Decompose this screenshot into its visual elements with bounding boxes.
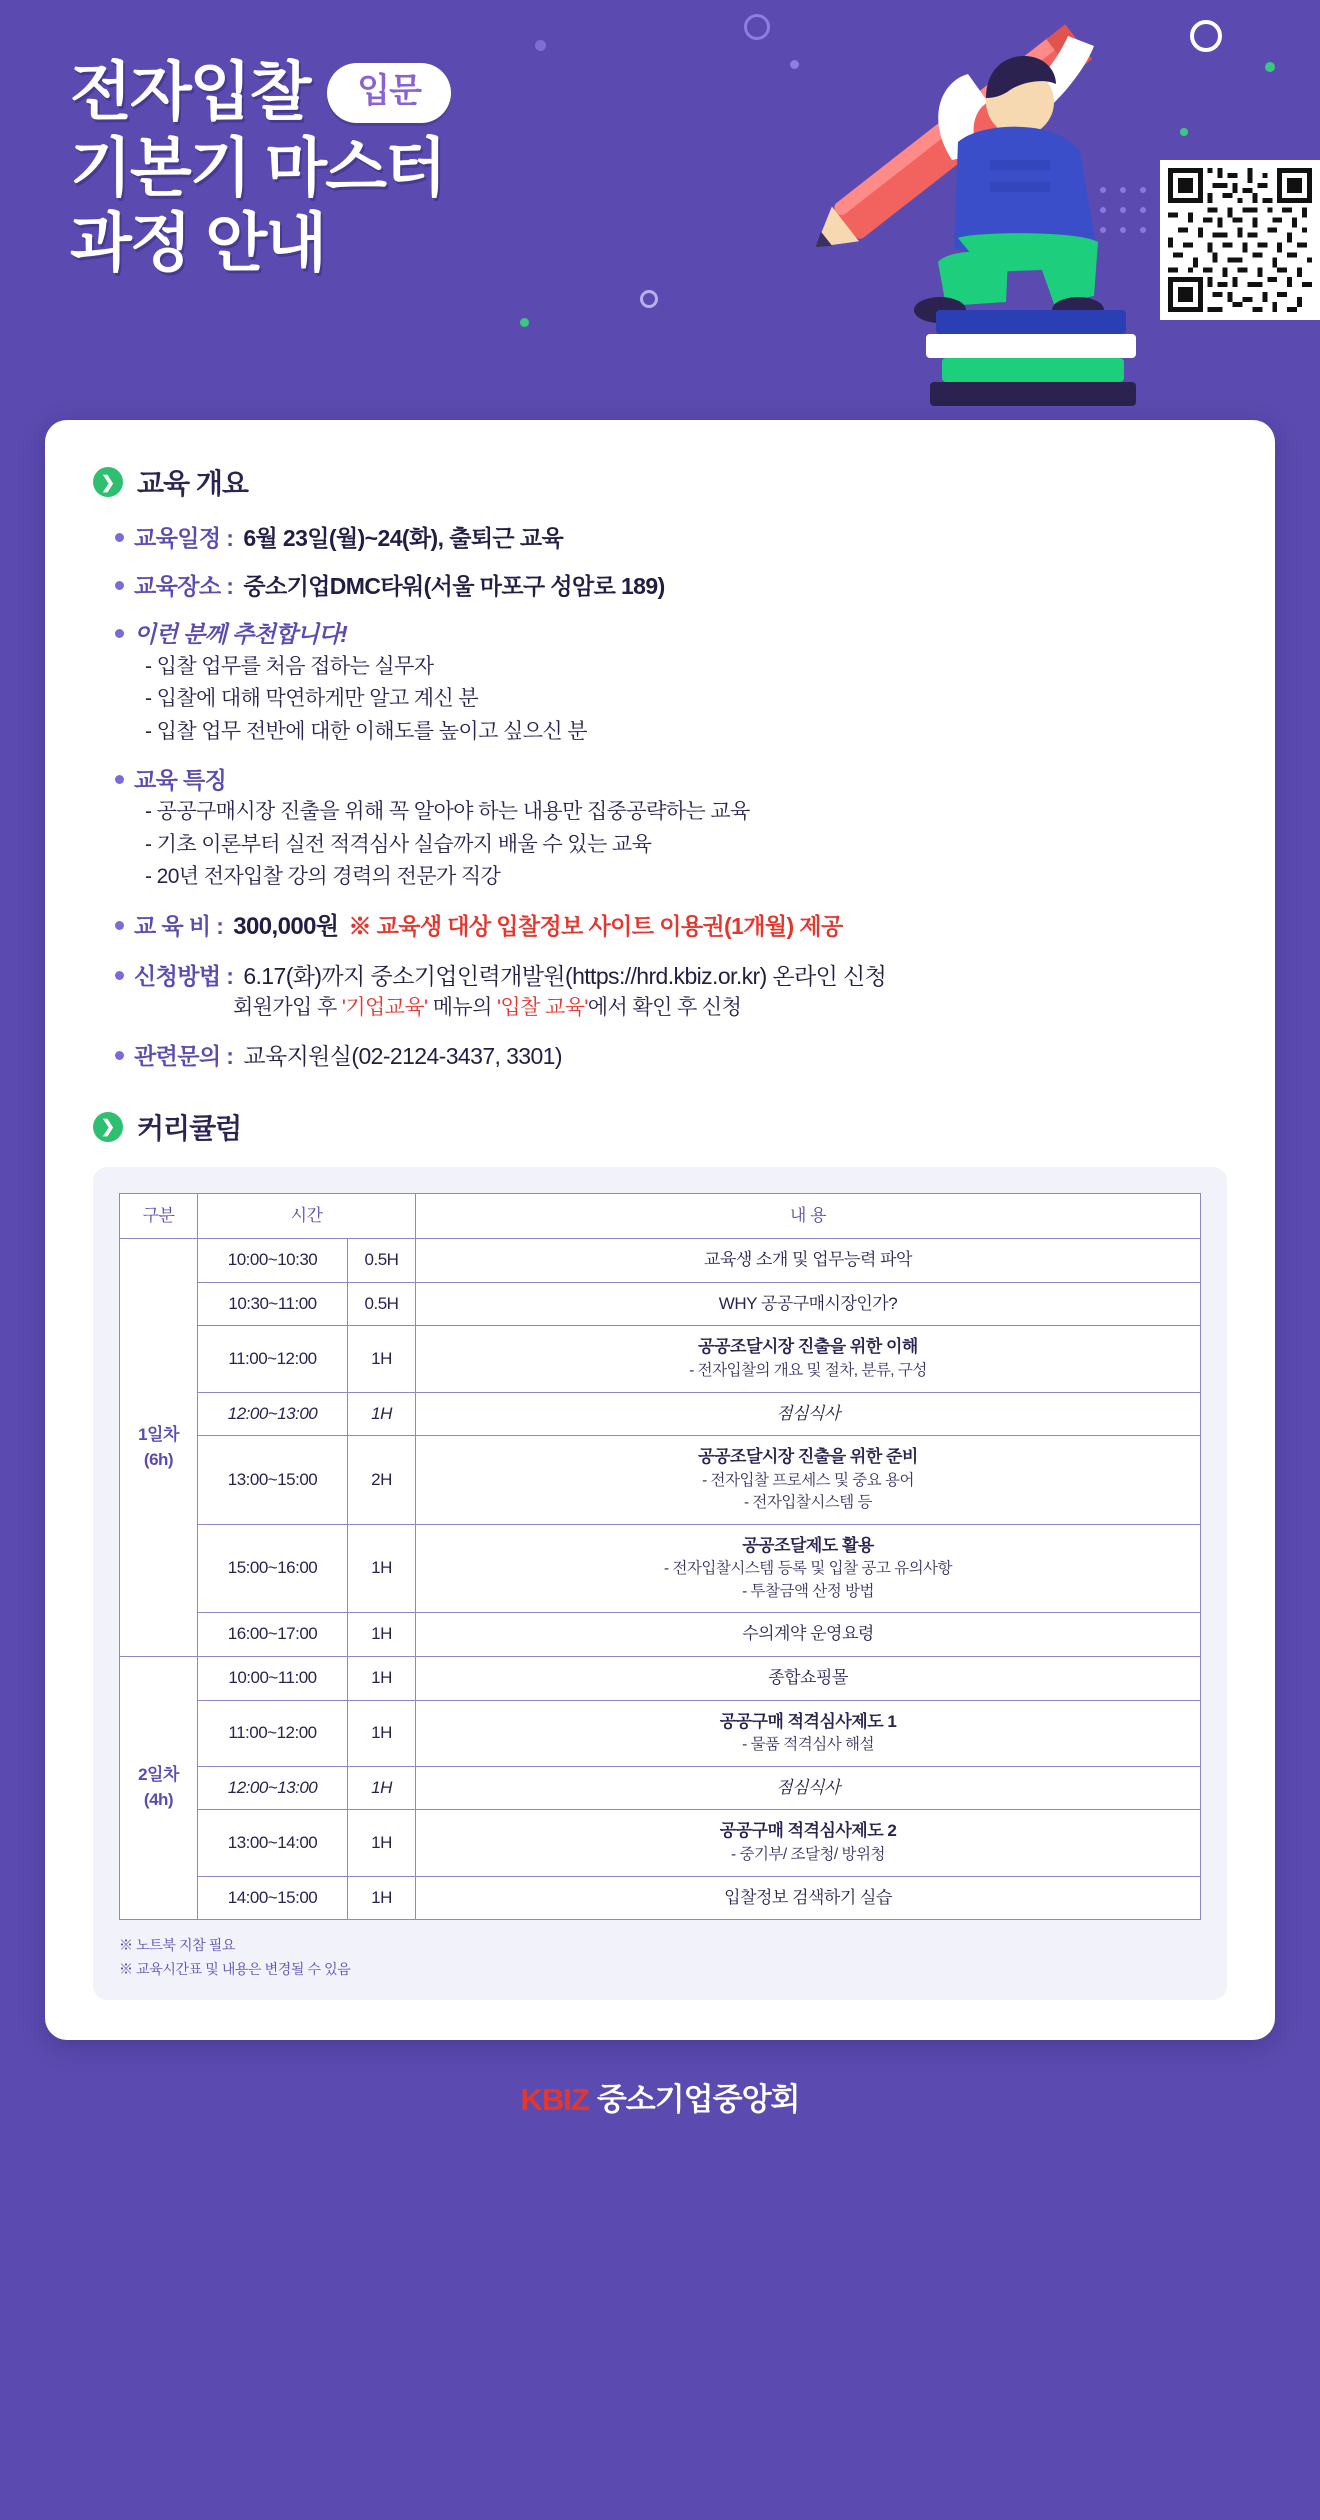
poster-header <box>0 0 1320 420</box>
section-title-curriculum: 커리큘럼 <box>137 1112 242 1144</box>
table-row <box>120 1657 1201 1701</box>
apply-line-1: 6.17(화)까지 중소기업인력개발원(https://hrd.kbiz.or.kr) 온라인 신청 <box>243 962 887 989</box>
title-block <box>70 55 1320 282</box>
content-sub: - 전자입찰시스템 등록 및 입찰 공고 유의사항 <box>663 1560 952 1578</box>
content-title: 공공구매 적격심사제도 1 <box>719 1711 897 1731</box>
cell-content <box>416 1766 1201 1810</box>
cell-content <box>416 1326 1201 1392</box>
value-venue: 중소기업DMC타워(서울 마포구 성암로 189) <box>243 573 665 600</box>
recommend-line-1: - 입찰 업무를 처음 접하는 실무자 <box>145 654 434 678</box>
cell-content <box>416 1436 1201 1525</box>
content-sub: - 전자입찰시스템 등 <box>743 1494 873 1512</box>
label-fee: 교 육 비 : <box>134 913 224 940</box>
table-row <box>120 1700 1201 1766</box>
cell-content <box>416 1613 1201 1657</box>
title-text-3: 과정 안내 <box>70 207 326 280</box>
main-content-card <box>45 420 1275 2040</box>
label-venue: 교육장소 : <box>134 573 234 600</box>
content-title: 점심식사 <box>776 1777 840 1797</box>
table-row <box>120 1326 1201 1392</box>
cell-content <box>416 1239 1201 1283</box>
org-name: 중소기업중앙회 <box>596 2081 800 2117</box>
content-sub: - 중기부/ 조달청/ 방위청 <box>731 1846 885 1864</box>
table-row <box>120 1282 1201 1326</box>
curriculum-table <box>119 1193 1201 1921</box>
col-header-time: 시간 <box>198 1193 416 1239</box>
cell-hours: 1H <box>348 1524 416 1613</box>
title-line-1 <box>70 55 1320 131</box>
cell-time: 11:00~12:00 <box>198 1326 348 1392</box>
apply-line2-pre: 회원가입 후 <box>233 995 342 1019</box>
content-title: WHY 공공구매시장인가? <box>718 1293 898 1313</box>
poster-footer <box>0 2074 1320 2145</box>
curriculum-section <box>93 1107 1227 2000</box>
features-line-3: - 20년 전자입찰 강의 경력의 전문가 직강 <box>145 865 501 889</box>
cell-content <box>416 1810 1201 1876</box>
recommend-heading: 이런 분께 추천합니다! <box>134 621 348 648</box>
table-row <box>120 1524 1201 1613</box>
cell-hours: 1H <box>348 1810 416 1876</box>
table-row <box>120 1436 1201 1525</box>
content-title: 수의계약 운영요령 <box>742 1624 874 1644</box>
overview-item-venue <box>115 570 1227 602</box>
overview-bullets <box>93 522 1227 1073</box>
level-badge: 입문 <box>327 63 451 123</box>
value-contact: 교육지원실(02-2124-3437, 3301) <box>243 1043 562 1070</box>
content-title: 교육생 소개 및 업무능력 파악 <box>704 1250 912 1270</box>
kbiz-logo-text: KBIZ <box>520 2081 589 2117</box>
curriculum-note-1: ※ 노트북 지참 필요 <box>119 1937 235 1954</box>
fee-note: ※ 교육생 대상 입찰정보 사이트 이용권(1개월) 제공 <box>348 913 843 940</box>
cell-hours: 1H <box>348 1392 416 1436</box>
bullet-dot-icon <box>115 921 124 930</box>
cell-time: 16:00~17:00 <box>198 1613 348 1657</box>
footer-logo <box>0 2074 1320 2119</box>
curriculum-notes <box>119 1934 1201 1982</box>
cell-time: 15:00~16:00 <box>198 1524 348 1613</box>
cell-hours: 1H <box>348 1766 416 1810</box>
table-header-row <box>120 1193 1201 1239</box>
cell-hours: 1H <box>348 1657 416 1701</box>
overview-item-schedule <box>115 522 1227 554</box>
features-line-1: - 공공구매시장 진출을 위해 꼭 알아야 하는 내용만 집중공략하는 교육 <box>145 800 750 824</box>
cell-time: 14:00~15:00 <box>198 1876 348 1920</box>
features-heading: 교육 특징 <box>134 767 227 794</box>
cell-hours: 1H <box>348 1613 416 1657</box>
cell-content <box>416 1524 1201 1613</box>
cell-content <box>416 1657 1201 1701</box>
overview-item-features <box>115 764 1227 894</box>
title-line-2 <box>70 131 1320 207</box>
title-line-3 <box>70 206 1320 282</box>
content-title: 공공조달시장 진출을 위한 준비 <box>698 1447 918 1467</box>
cell-time: 10:00~10:30 <box>198 1239 348 1283</box>
bullet-dot-icon <box>115 533 124 542</box>
value-schedule: 6월 23일(월)~24(화), 출퇴근 교육 <box>243 525 564 551</box>
apply-menu-1: '기업교육' <box>341 995 428 1019</box>
cell-hours: 0.5H <box>348 1239 416 1283</box>
bullet-dot-icon <box>115 581 124 590</box>
curriculum-note-2: ※ 교육시간표 및 내용은 변경될 수 있음 <box>119 1960 351 1977</box>
overview-item-recommend <box>115 618 1227 748</box>
bullet-dot-icon <box>115 629 124 638</box>
cell-content <box>416 1282 1201 1326</box>
cell-time: 12:00~13:00 <box>198 1766 348 1810</box>
content-title: 점심식사 <box>776 1403 840 1423</box>
cell-day: 1일차 (6h) <box>120 1239 198 1657</box>
table-row <box>120 1613 1201 1657</box>
content-sub: - 전자입찰의 개요 및 절차, 분류, 구성 <box>689 1362 927 1380</box>
cell-content <box>416 1876 1201 1920</box>
overview-item-apply <box>115 960 1227 1025</box>
cell-time: 10:00~11:00 <box>198 1657 348 1701</box>
overview-item-fee <box>115 910 1227 944</box>
cell-hours: 1H <box>348 1326 416 1392</box>
value-fee: 300,000원 <box>233 913 339 941</box>
cell-day: 2일차 (4h) <box>120 1657 198 1920</box>
cell-content <box>416 1700 1201 1766</box>
overview-item-contact <box>115 1040 1227 1072</box>
curriculum-table-body <box>120 1239 1201 1920</box>
section-header-curriculum <box>93 1107 1227 1147</box>
content-title: 공공조달제도 활용 <box>742 1535 874 1555</box>
curriculum-table-panel <box>93 1167 1227 2000</box>
table-row <box>120 1876 1201 1920</box>
label-contact: 관련문의 : <box>134 1043 234 1070</box>
title-text-1: 전자입찰 <box>70 56 310 128</box>
cell-time: 13:00~14:00 <box>198 1810 348 1876</box>
cell-content <box>416 1392 1201 1436</box>
cell-hours: 2H <box>348 1436 416 1525</box>
title-text-2: 기본기 마스터 <box>70 131 445 204</box>
content-sub: - 전자입찰 프로세스 및 중요 용어 <box>702 1471 914 1489</box>
section-header-overview <box>93 462 1227 502</box>
col-header-content: 내 용 <box>416 1193 1201 1239</box>
content-sub: - 물품 적격심사 해설 <box>742 1736 874 1754</box>
chevron-right-icon: ❯ <box>93 467 123 497</box>
apply-line2-mid: 메뉴의 <box>427 995 497 1019</box>
bullet-dot-icon <box>115 971 124 980</box>
recommend-line-3: - 입찰 업무 전반에 대한 이해도를 높이고 싶으신 분 <box>145 719 587 743</box>
content-title: 입찰정보 검색하기 실습 <box>724 1887 892 1907</box>
content-sub: - 투찰금액 산정 방법 <box>742 1582 874 1600</box>
cell-time: 12:00~13:00 <box>198 1392 348 1436</box>
col-header-division: 구분 <box>120 1193 198 1239</box>
cell-time: 11:00~12:00 <box>198 1700 348 1766</box>
cell-time: 13:00~15:00 <box>198 1436 348 1525</box>
table-row <box>120 1810 1201 1876</box>
cell-time: 10:30~11:00 <box>198 1282 348 1326</box>
cell-hours: 1H <box>348 1876 416 1920</box>
recommend-line-2: - 입찰에 대해 막연하게만 알고 계신 분 <box>145 687 479 711</box>
table-row <box>120 1392 1201 1436</box>
section-title-overview: 교육 개요 <box>137 468 248 499</box>
label-apply: 신청방법 : <box>134 962 234 989</box>
cell-hours: 0.5H <box>348 1282 416 1326</box>
bullet-dot-icon <box>115 1051 124 1060</box>
bullet-dot-icon <box>115 775 124 784</box>
content-title: 종합쇼핑몰 <box>768 1668 848 1688</box>
features-line-2: - 기초 이론부터 실전 적격심사 실습까지 배울 수 있는 교육 <box>145 832 652 856</box>
table-row <box>120 1239 1201 1283</box>
content-title: 공공조달시장 진출을 위한 이해 <box>698 1337 918 1357</box>
label-schedule: 교육일정 : <box>134 525 234 551</box>
apply-line-2 <box>233 992 1227 1025</box>
cell-hours: 1H <box>348 1700 416 1766</box>
apply-menu-2: '입찰 교육' <box>497 995 588 1019</box>
chevron-right-icon: ❯ <box>93 1112 123 1142</box>
apply-line2-post: 에서 확인 후 신청 <box>587 995 742 1019</box>
table-row <box>120 1766 1201 1810</box>
content-title: 공공구매 적격심사제도 2 <box>719 1821 897 1841</box>
